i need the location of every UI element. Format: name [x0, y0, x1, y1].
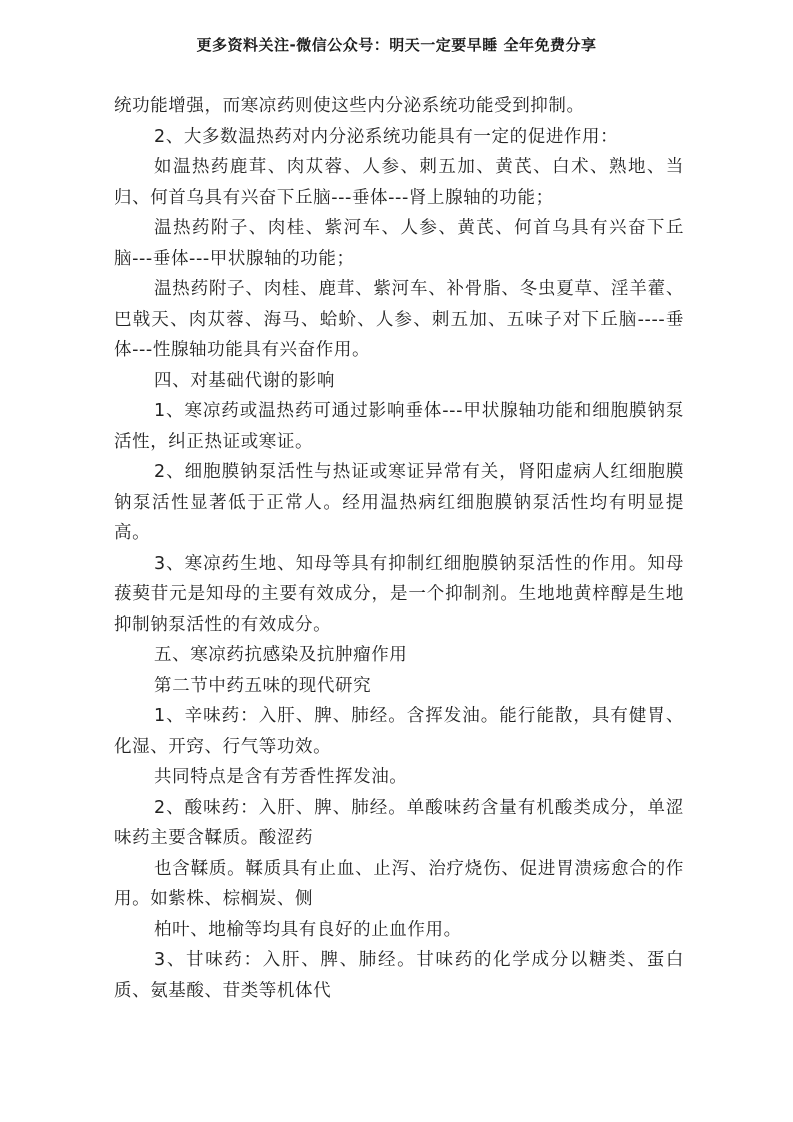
paragraph: 温热药附子、肉桂、鹿茸、紫河车、补骨脂、冬虫夏草、淫羊藿、巴戟天、肉苁蓉、海马、蛤蚧、人参、刺五加、五味子对下丘脑----垂体---性腺轴功能具有兴奋作用。	[114, 279, 684, 360]
paragraph: 2、酸味药：入肝、脾、肺经。单酸味药含量有机酸类成分，单涩味药主要含鞣质。酸涩药	[114, 797, 684, 848]
page-header: 更多资料关注-微信公众号：明天一定要早睡 全年免费分享	[196, 36, 597, 54]
paragraph: 2、大多数温热药对内分泌系统功能具有一定的促进作用：	[154, 126, 619, 147]
paragraph: 3、甘味药：入肝、脾、肺经。甘味药的化学成分以糖类、蛋白质、氨基酸、苷类等机体代	[114, 950, 684, 1001]
section-heading: 四、对基础代谢的影响	[154, 370, 335, 391]
paragraph: 统功能增强，而寒凉药则使这些内分泌系统功能受到抑制。	[114, 96, 585, 116]
paragraph: 柏叶、地榆等均具有良好的止血作用。	[154, 919, 462, 940]
paragraph: 1、辛味药：入肝、脾、肺经。含挥发油。能行能散，具有健胃、化湿、开窍、行气等功效。	[114, 706, 684, 757]
paragraph: 2、细胞膜钠泵活性与热证或寒证异常有关，肾阳虚病人红细胞膜钠泵活性显著低于正常人。经用温热病红细胞膜钠泵活性均有明显提高。	[114, 462, 684, 543]
paragraph: 共同特点是含有芳香性挥发油。	[154, 767, 408, 787]
section-heading: 五、寒凉药抗感染及抗肿瘤作用	[154, 645, 408, 665]
section-heading: 第二节中药五味的现代研究	[154, 675, 372, 696]
paragraph: 温热药附子、肉桂、紫河车、人参、黄芪、何首乌具有兴奋下丘脑---垂体---甲状腺轴的功能；	[114, 218, 684, 269]
paragraph: 如温热药鹿茸、肉苁蓉、人参、刺五加、黄芪、白术、熟地、当归、何首乌具有兴奋下丘脑---垂体---肾上腺轴的功能；	[114, 157, 684, 208]
document-body	[114, 91, 684, 1006]
paragraph: 1、寒凉药或温热药可通过影响垂体---甲状腺轴功能和细胞膜钠泵活性，纠正热证或寒证。	[114, 401, 684, 452]
paragraph: 3、寒凉药生地、知母等具有抑制红细胞膜钠泵活性的作用。知母菝葜苷元是知母的主要有效成分，是一个抑制剂。生地地黄梓醇是生地抑制钠泵活性的有效成分。	[114, 553, 684, 635]
paragraph: 也含鞣质。鞣质具有止血、止泻、治疗烧伤、促进胃溃疡愈合的作用。如紫株、棕榈炭、侧	[114, 858, 684, 909]
